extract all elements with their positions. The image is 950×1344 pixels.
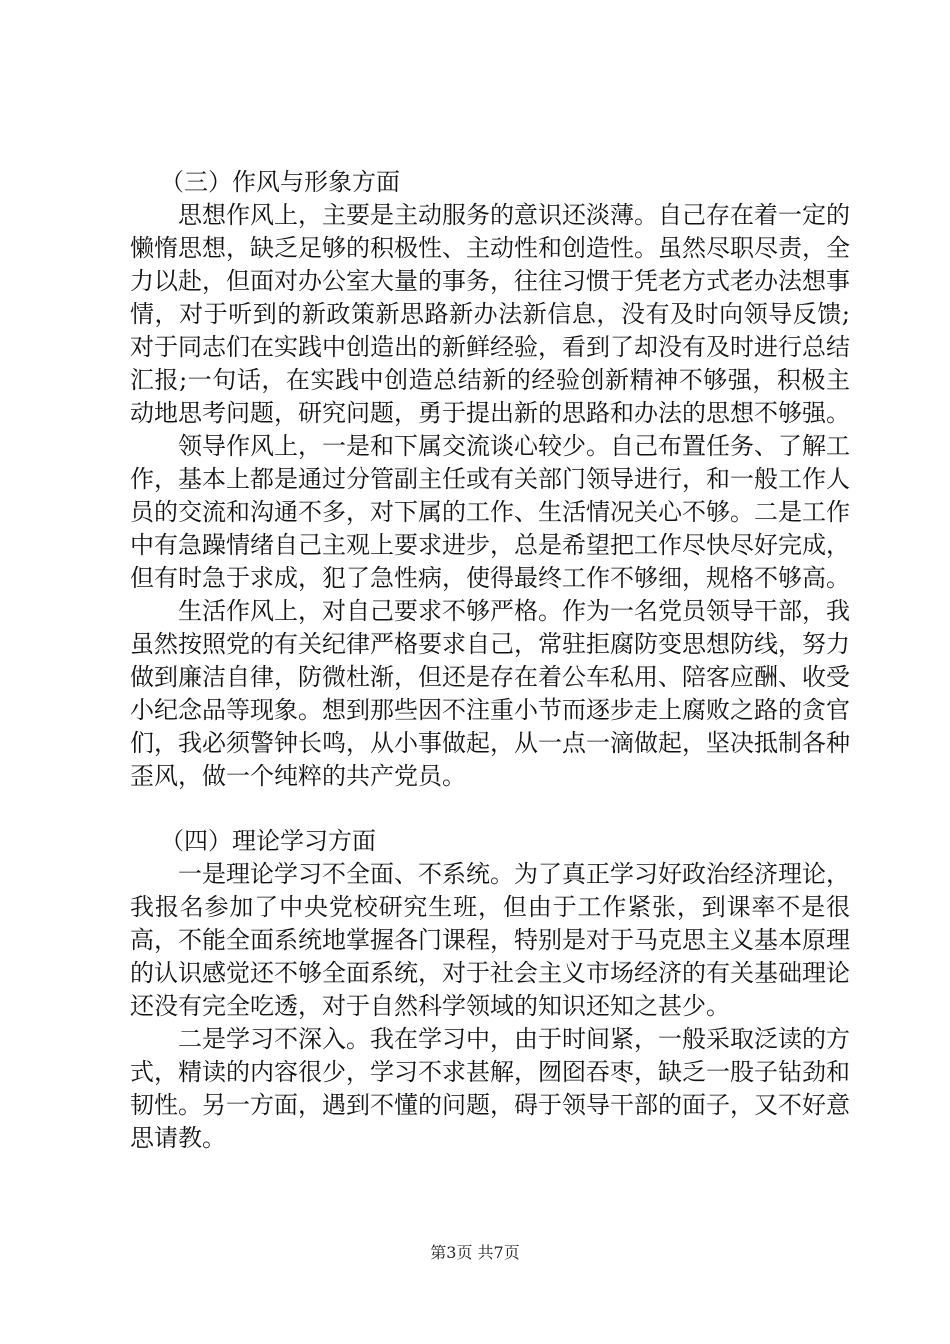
section-heading: （四）理论学习方面 bbox=[160, 827, 376, 855]
paragraph-study-shallow: 二是学习不深入。我在学习中，由于时间紧，一般采取泛读的方式，精读的内容很少，学习不求甚解，囫囵吞枣，缺乏一股子钻劲和韧性。另一方面，遇到不懂的问题，碍于领导干部的面子，又不好意思请教。 bbox=[130, 1025, 850, 1152]
paragraph-life-style: 生活作风上，对自己要求不够严格。作为一名党员领导干部，我虽然按照党的有关纪律严格要求自己，常驻拒腐防变思想防线，努力做到廉洁自律，防微杜渐，但还是存在着公车私用、陪客应酬、收受小纪念品等现象。想到那些因不注重小节而逐步走上腐败之路的贪官们，我必须警钟长鸣，从小事做起，从一点一滴做起，坚决抵制各种歪风，做一个纯粹的共产党员。 bbox=[130, 597, 850, 790]
section-style-and-image bbox=[130, 166, 850, 793]
paragraph-study-incomplete: 一是理论学习不全面、不系统。为了真正学习好政治经济理论，我报名参加了中央党校研究生班，但由于工作紧张，到课率不是很高，不能全面系统地掌握各门课程，特别是对于马克思主义基本原理的认识感觉还不够全面系统，对于社会主义市场经济的有关基础理论还没有完全吃透，对于自然科学领域的知识还知之甚少。 bbox=[130, 860, 850, 1020]
document-body bbox=[130, 166, 850, 1155]
page-footer: 第3页 共7页 bbox=[430, 1243, 520, 1262]
paragraph-leadership-style: 领导作风上，一是和下属交流谈心较少。自己布置任务、了解工作，基本上都是通过分管副主任或有关部门领导进行，和一般工作人员的交流和沟通不多，对下属的工作、生活情况关心不够。二是工作中有急躁情绪自己主观上要求进步，总是希望把工作尽快尽好完成，但有时急于求成，犯了急性病，使得最终工作不够细，规格不够高。 bbox=[130, 432, 850, 592]
section-theory-study bbox=[130, 825, 850, 1155]
paragraph-thinking-style: 思想作风上，主要是主动服务的意识还淡薄。自己存在着一定的懒惰思想，缺乏足够的积极性、主动性和创造性。虽然尽职尽责，全力以赴，但面对办公室大量的事务，往往习惯于凭老方式老办法想事情，对于听到的新政策新思路新办法新信息，没有及时向领导反馈;对于同志们在实践中创造出的新鲜经验，看到了却没有及时进行总结汇报;一句话，在实践中创造总结新的经验创新精神不够强，积极主动地思考问题，研究问题，勇于提出新的思路和办法的思想不够强。 bbox=[130, 201, 850, 427]
section-heading: （三）作风与形象方面 bbox=[160, 168, 400, 196]
